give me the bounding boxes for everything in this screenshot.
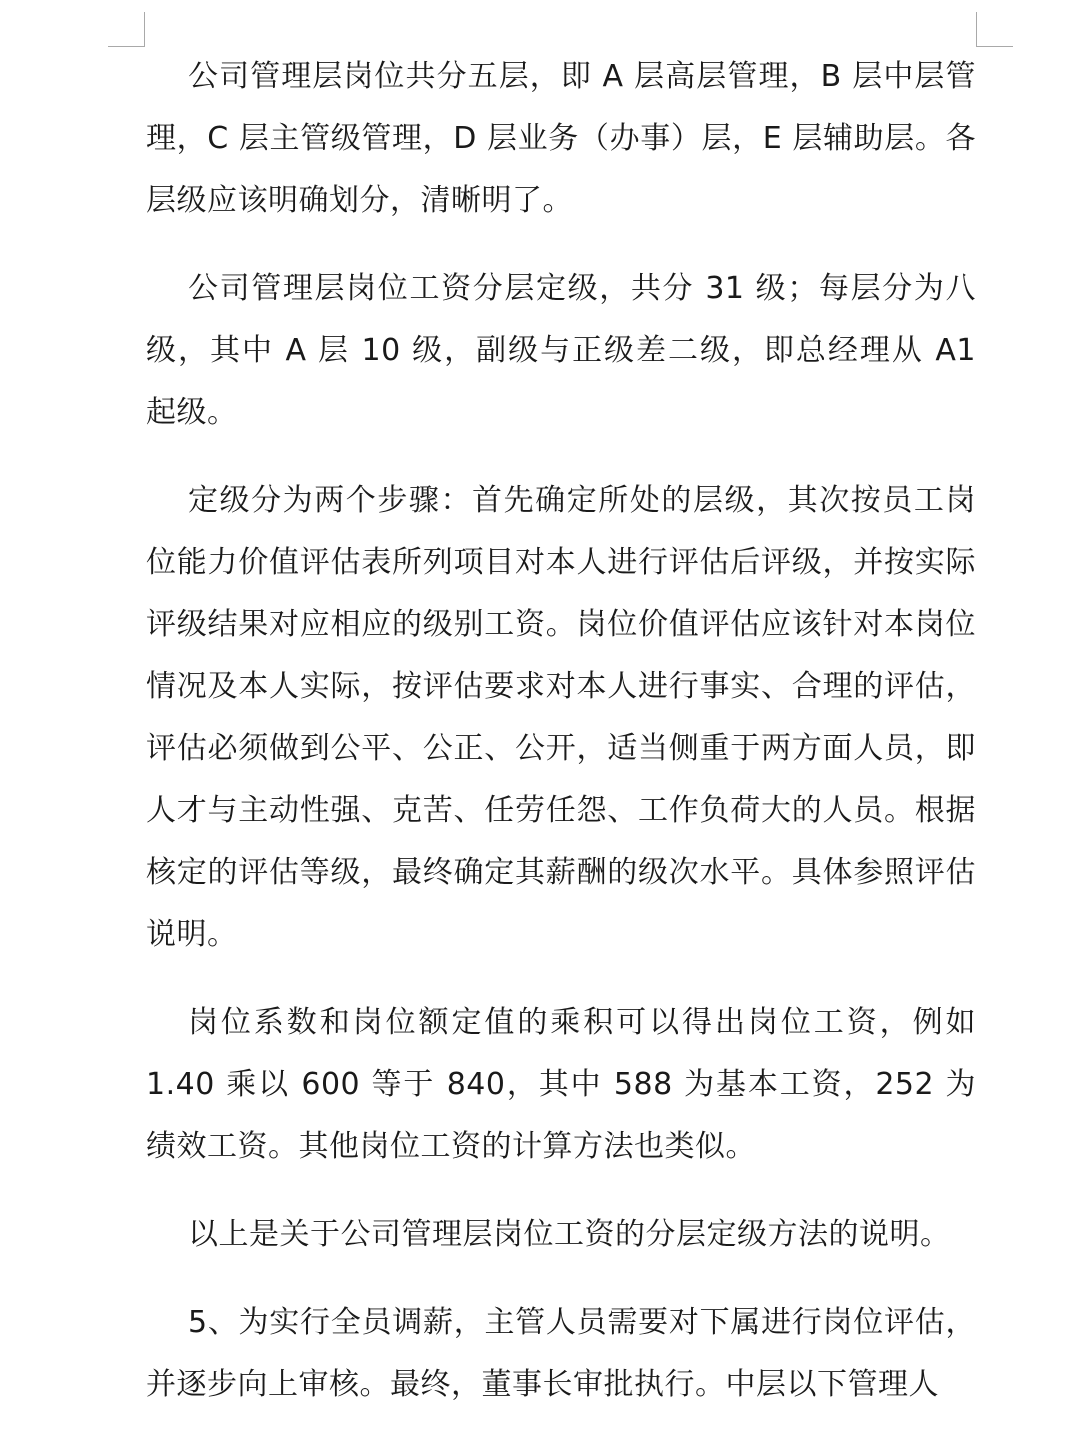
paragraph-item-5: 5、为实行全员调薪，主管人员需要对下属进行岗位评估，并逐步向上审核。最终，董事长审批执行。中层以下管理人 (146, 1305, 976, 1402)
paragraph-summary: 以上是关于公司管理层岗位工资的分层定级方法的说明。 (188, 1217, 951, 1252)
paragraph-salary-grades: 公司管理层岗位工资分层定级，共分 31 级；每层分为八级，其中 A 层 10 级，副级与正级差二级，即总经理从 A1 起级。 (146, 271, 976, 430)
paragraph-grading-steps: 定级分为两个步骤：首先确定所处的层级，其次按员工岗位能力价值评估表所列项目对本人进行评估后评级，并按实际评级结果对应相应的级别工资。岗位价值评估应该针对本岗位情况及本人实际，按评估要求对本人进行事实、合理的评估，评估必须做到公平、公正、公开，适当侧重于两方面人员，即人才与主动性强、克苦、任劳任怨、工作负荷大的人员。根据核定的评估等级，最终确定其薪酬的级次水平。具体参照评估说明。 (146, 483, 976, 952)
paragraph-salary-example: 岗位系数和岗位额定值的乘积可以得出岗位工资，例如 1.40 乘以 600 等于 840，其中 588 为基本工资，252 为绩效工资。其他岗位工资的计算方法也类似。 (146, 1005, 976, 1164)
document-body (146, 46, 976, 1442)
paragraph-management-layers: 公司管理层岗位共分五层，即 A 层高层管理，B 层中层管理，C 层主管级管理，D 层业务（办事）层，E 层辅助层。各层级应该明确划分，清晰明了。 (146, 59, 976, 218)
page-corner-mark-top-right (976, 12, 1013, 47)
page-corner-mark-top-left (108, 12, 145, 47)
